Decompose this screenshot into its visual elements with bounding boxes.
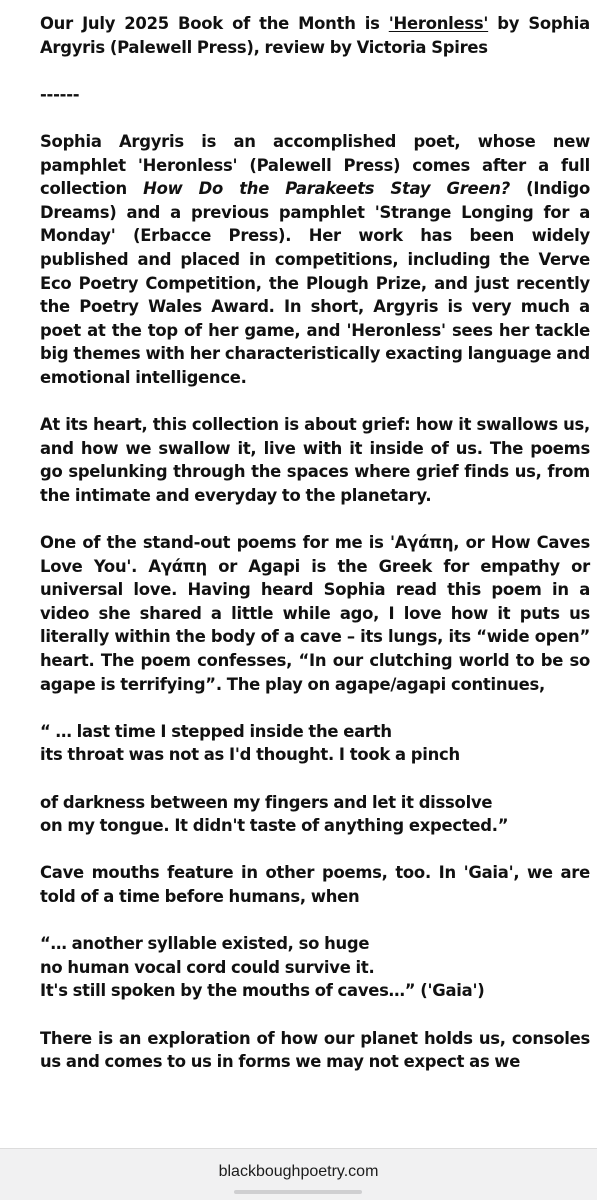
article-body — [40, 12, 590, 1074]
address-bar-url[interactable]: blackboughpoetry.com — [218, 1163, 379, 1180]
paragraph-3: One of the stand-out poems for me is 'Αγάπη, or How Caves Love You'. Αγάπη or Agapi is the Greek for empathy or universal love. Having heard Sophia read this poem in a video she shared a little while ago, I love how it puts us literally within the body of a cave – its lungs, its “wide open” heart. The poem confesses, “In our clutching world to be so agape is terrifying”. The play on agape/agapi continues, — [40, 533, 590, 694]
paragraph-1: Sophia Argyris is an accomplished poet, whose new pamphlet 'Heronless' (Palewell Press) comes after a full collection How Do the Parakeets Stay Green? (Indigo Dreams) and a previous pamphlet 'Strange Longing for a Monday' (Erbacce Press). Her work has been widely published and placed in competitions, including the Verve Eco Poetry Competition, the Plough Prize, and just recently the Poetry Wales Award. In short, Argyris is very much a poet at the top of her game, and 'Heronless' sees her tackle big themes with her characteristically exacting language and emotional intelligence. — [40, 131, 590, 387]
italic-collection-title: How Do the Parakeets Stay Green? — [143, 179, 510, 199]
poem-quote-3: “… another syllable existed, so huge no human vocal cord could survive it. It's still spoken by the mouths of caves…” ('Gaia') — [40, 934, 485, 1001]
separator: ------ — [40, 84, 80, 104]
paragraph-5: There is an exploration of how our planet holds us, consoles us and comes to us in forms we may not expect as we — [40, 1028, 590, 1072]
poem-quote-2: of darkness between my fingers and let it dissolve on my tongue. It didn't taste of anything expected.” — [40, 792, 509, 836]
paragraph-2: At its heart, this collection is about grief: how it swallows us, and how we swallow it, live with it inside of us. The poems go spelunking through the spaces where grief finds us, from the intimate and everyday to the planetary. — [40, 415, 590, 505]
poem-quote-1: “ … last time I stepped inside the earth its throat was not as I'd thought. I took a pinch — [40, 721, 460, 765]
book-title-link[interactable]: 'Heronless' — [388, 14, 489, 33]
paragraph-4: Cave mouths feature in other poems, too. In 'Gaia', we are told of a time before humans, when — [40, 863, 590, 906]
home-indicator — [234, 1190, 362, 1194]
title-text: Our July 2025 Book of the Month is — [40, 14, 389, 33]
title-text-rest: by Sophia Argyris (Palewell Press), review by Victoria Spires — [40, 14, 590, 57]
article-title — [40, 12, 590, 59]
